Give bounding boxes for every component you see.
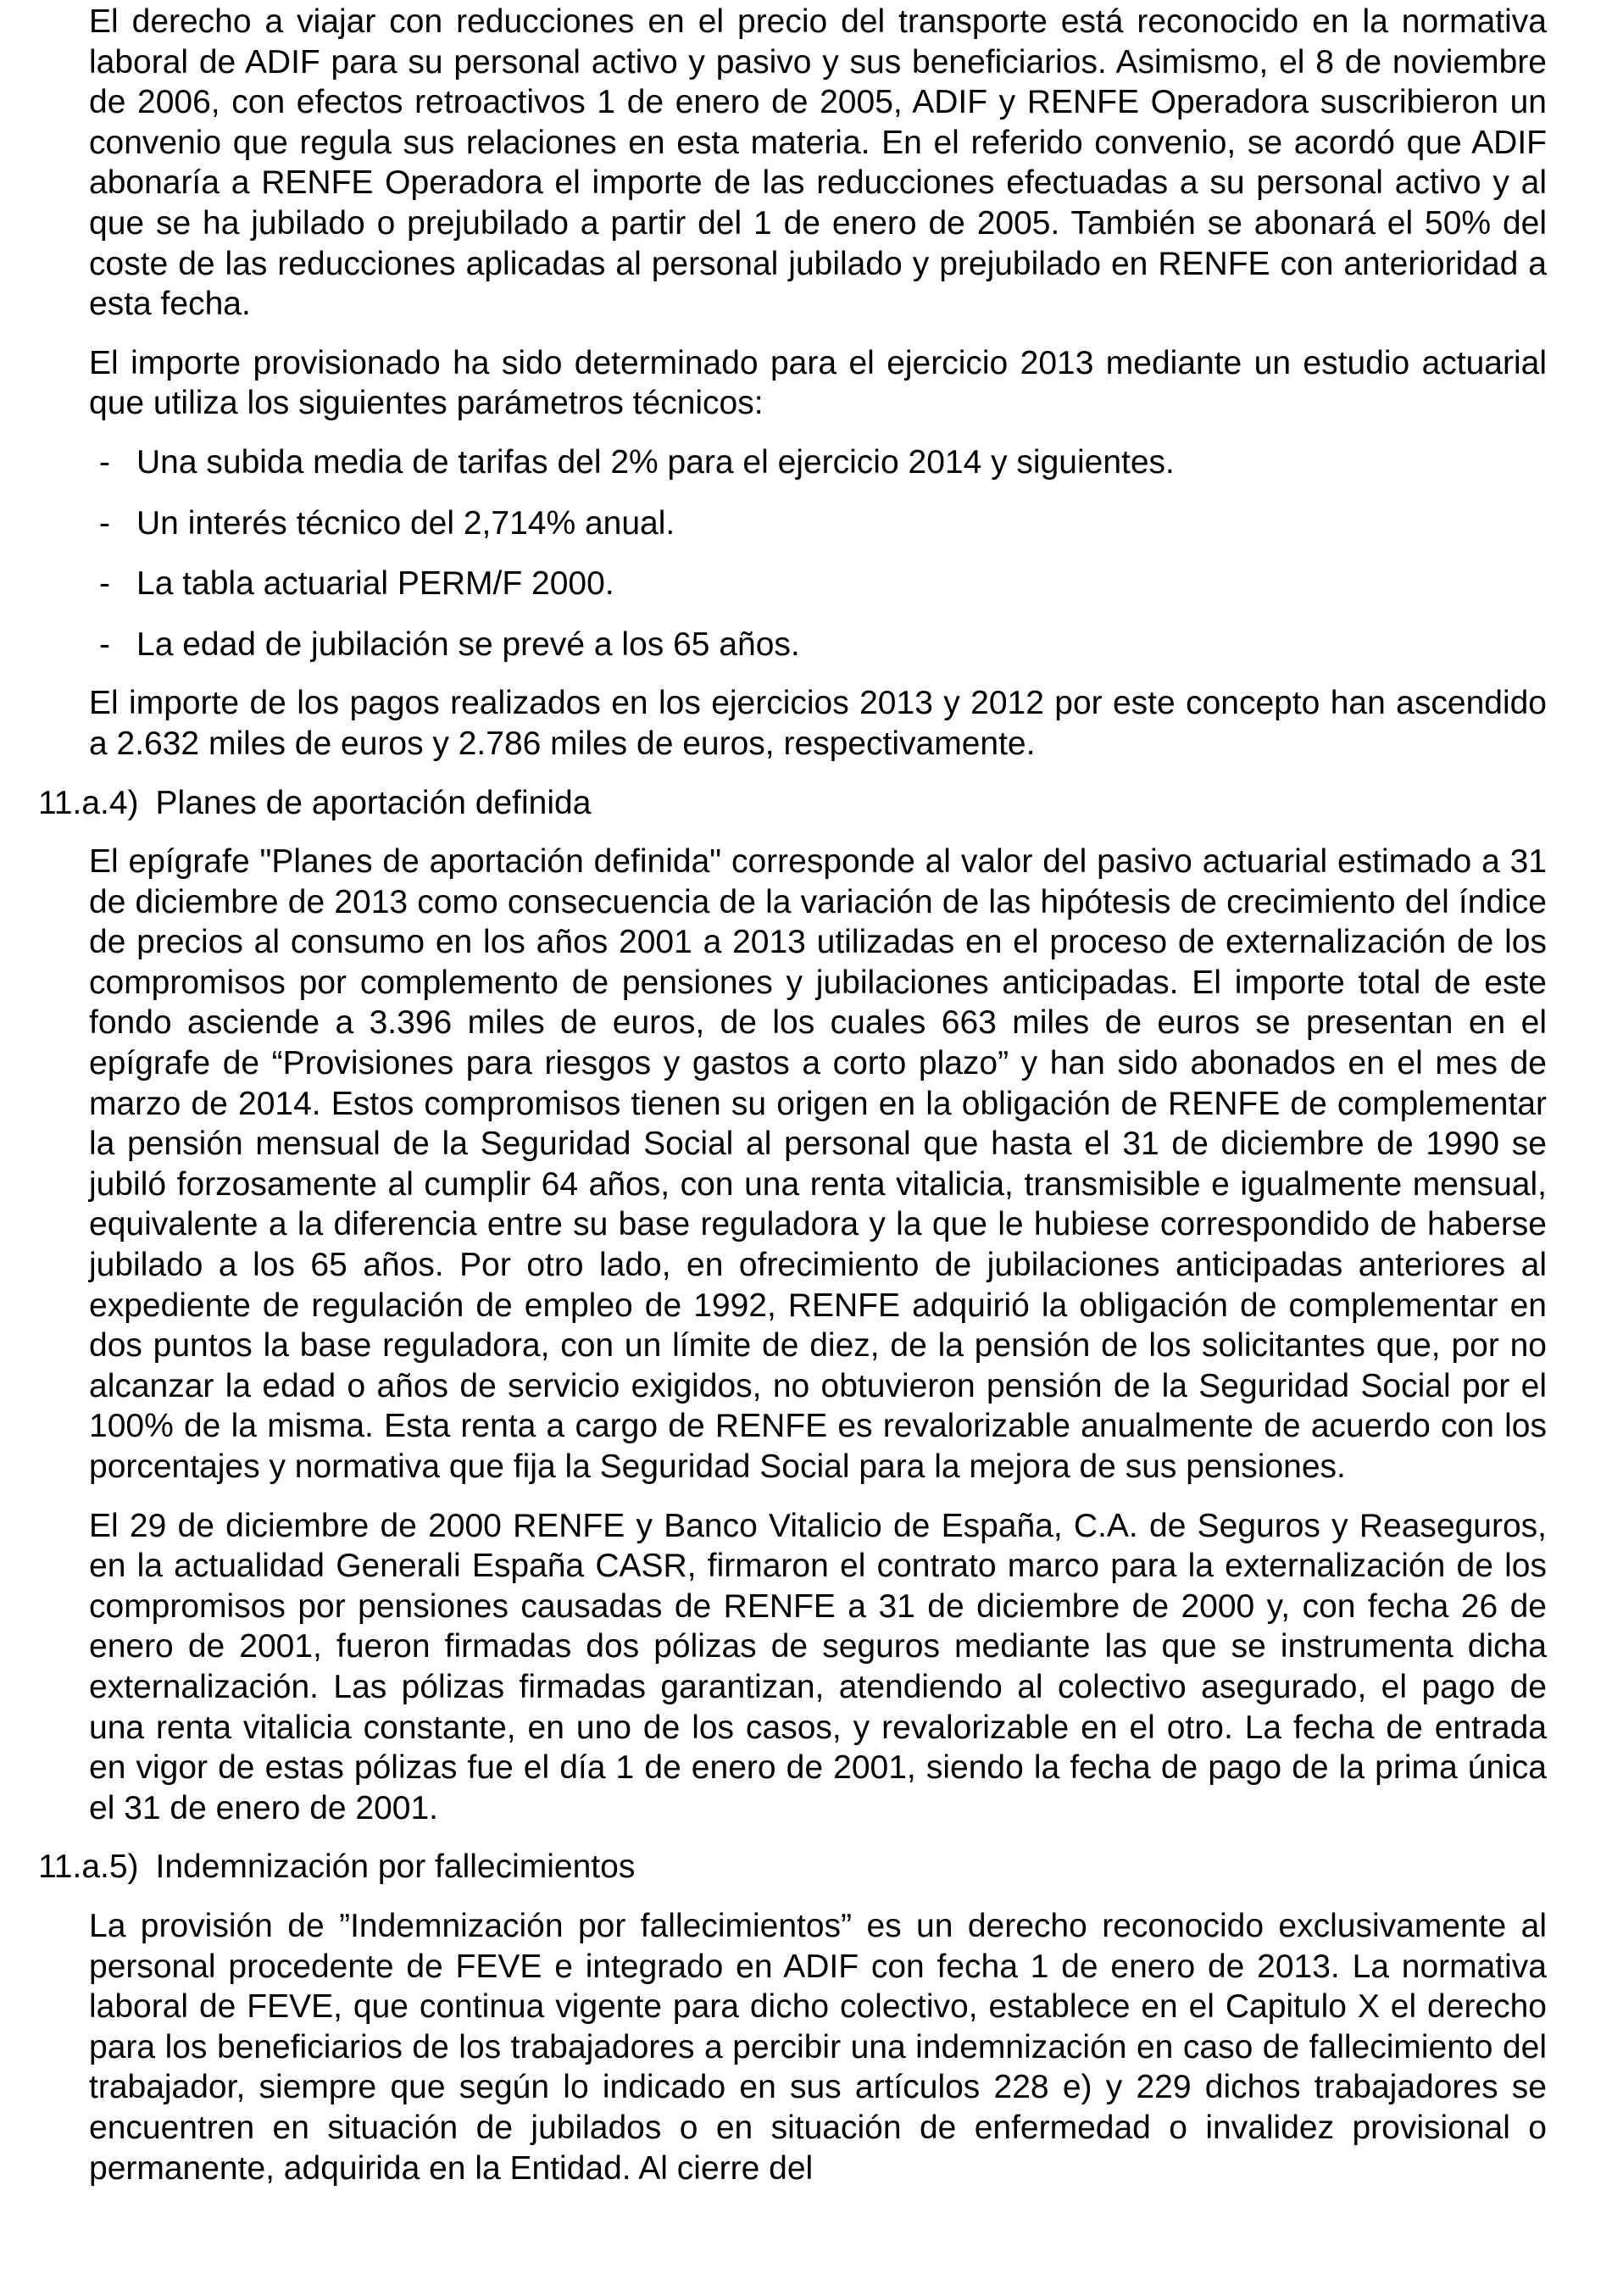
bullet-dash: -	[99, 443, 110, 481]
paragraph-travel-reductions: El derecho a viajar con reducciones en el precio del transporte está reconocido en la normativa laboral de ADIF para su personal activo y pasivo y sus beneficiarios. Asimismo, el 8 de noviembre de 2006, con efectos retroactivos 1 de enero de 2005, ADIF y RENFE Operadora suscribieron un convenio que regula sus relaciones en esta materia. En el referido convenio, se acordó que ADIF abonaría a RENFE Operadora el importe de las reducciones efectuadas a su personal activo y al que se ha jubilado o prejubilado a partir del 1 de enero de 2005. También se abonará el 50% del coste de las reducciones aplicadas al personal jubilado y prejubilado en RENFE con anterioridad a esta fecha.	[89, 3, 1547, 323]
list-item	[89, 442, 1547, 483]
section-heading-death-indemnity	[38, 1847, 1547, 1887]
section-title: Indemnización por fallecimientos	[155, 1848, 636, 1886]
section-number: 11.a.4)	[38, 784, 139, 821]
list-item-text: Una subida media de tarifas del 2% para el ejercicio 2014 y siguientes.	[136, 443, 1175, 481]
paragraph-externalization: El 29 de diciembre de 2000 RENFE y Banco Vitalicio de España, C.A. de Seguros y Reaseguros, en la actualidad Generali España CASR, firmaron el contrato marco para la externalización de los compromisos por pensiones causadas de RENFE a 31 de diciembre de 2000 y, con fecha 26 de enero de 2001, fueron firmadas dos pólizas de seguros mediante las que se instrumenta dicha externalización. Las pólizas firmadas garantizan, atendiendo al colectivo asegurado, el pago de una renta vitalicia constante, en uno de los casos, y revalorizable en el otro. La fecha de entrada en vigor de estas pólizas fue el día 1 de enero de 2001, siendo la fecha de pago de la prima única el 31 de enero de 2001.	[89, 1507, 1547, 1826]
section-title: Planes de aportación definida	[155, 784, 592, 821]
list-item-text: La edad de jubilación se prevé a los 65 años.	[136, 625, 800, 663]
bullet-dash: -	[99, 504, 110, 542]
paragraph-defined-contribution: El epígrafe "Planes de aportación definida" corresponde al valor del pasivo actuarial estimado a 31 de diciembre de 2013 como consecuencia de la variación de las hipótesis de crecimiento del índice de precios al consumo en los años 2001 a 2013 utilizadas en el proceso de externalización de los compromisos por complemento de pensiones y jubilaciones anticipadas. El importe total de este fondo asciende a 3.396 miles de euros, de los cuales 663 miles de euros se presentan en el epígrafe de “Provisiones para riesgos y gastos a corto plazo” y han sido abonados en el mes de marzo de 2014. Estos compromisos tienen su origen en la obligación de RENFE de complementar la pensión mensual de la Seguridad Social al personal que hasta el 31 de diciembre de 1990 se jubiló forzosamente al cumplir 64 años, con una renta vitalicia, transmisible e igualmente mensual, equivalente a la diferencia entre su base reguladora y la que le hubiese correspondido de haberse jubilado a los 65 años. Por otro lado, en ofrecimiento de jubilaciones anticipadas anteriores al expediente de regulación de empleo de 1992, RENFE adquirió la obligación de complementar en dos puntos la base reguladora, con un límite de diez, de la pensión de los solicitantes que, por no alcanzar la edad o años de servicio exigidos, no obtuvieron pensión de la Seguridad Social por el 100% de la misma. Esta renta a cargo de RENFE es revalorizable anualmente de acuerdo con los porcentajes y normativa que fija la Seguridad Social para la mejora de sus pensiones.	[89, 843, 1547, 1485]
paragraph-payments: El importe de los pagos realizados en los ejercicios 2013 y 2012 por este concepto han ascendido a 2.632 miles de euros y 2.786 miles de euros, respectivamente.	[89, 685, 1547, 762]
list-item	[89, 625, 1547, 665]
list-item	[89, 564, 1547, 604]
paragraph-provision-amount: El importe provisionado ha sido determinado para el ejercicio 2013 mediante un estudio actuarial que utiliza los siguientes parámetros técnicos:	[89, 344, 1547, 422]
list-item-text: Un interés técnico del 2,714% anual.	[136, 504, 675, 542]
paragraph-death-indemnity: La provisión de ”Indemnización por fallecimientos” es un derecho reconocido exclusivamente al personal procedente de FEVE e integrado en ADIF con fecha 1 de enero de 2013. La normativa laboral de FEVE, que continua vigente para dicho colectivo, establece en el Capitulo X el derecho para los beneficiarios de los trabajadores a percibir una indemnización en caso de fallecimiento del trabajador, siempre que según lo indicado en sus artículos 228 e) y 229 dichos trabajadores se encuentren en situación de jubilados o en situación de enfermedad o invalidez provisional o permanente, adquirida en la Entidad. Al cierre del	[89, 1907, 1547, 2187]
section-number: 11.a.5)	[38, 1848, 139, 1886]
section-heading-defined-contribution	[38, 783, 1547, 824]
bullet-dash: -	[99, 565, 110, 603]
document-body	[38, 2, 1547, 2188]
list-item	[89, 503, 1547, 544]
bullet-dash: -	[99, 625, 110, 663]
list-item-text: La tabla actuarial PERM/F 2000.	[136, 565, 614, 603]
technical-parameters-list	[89, 442, 1547, 664]
